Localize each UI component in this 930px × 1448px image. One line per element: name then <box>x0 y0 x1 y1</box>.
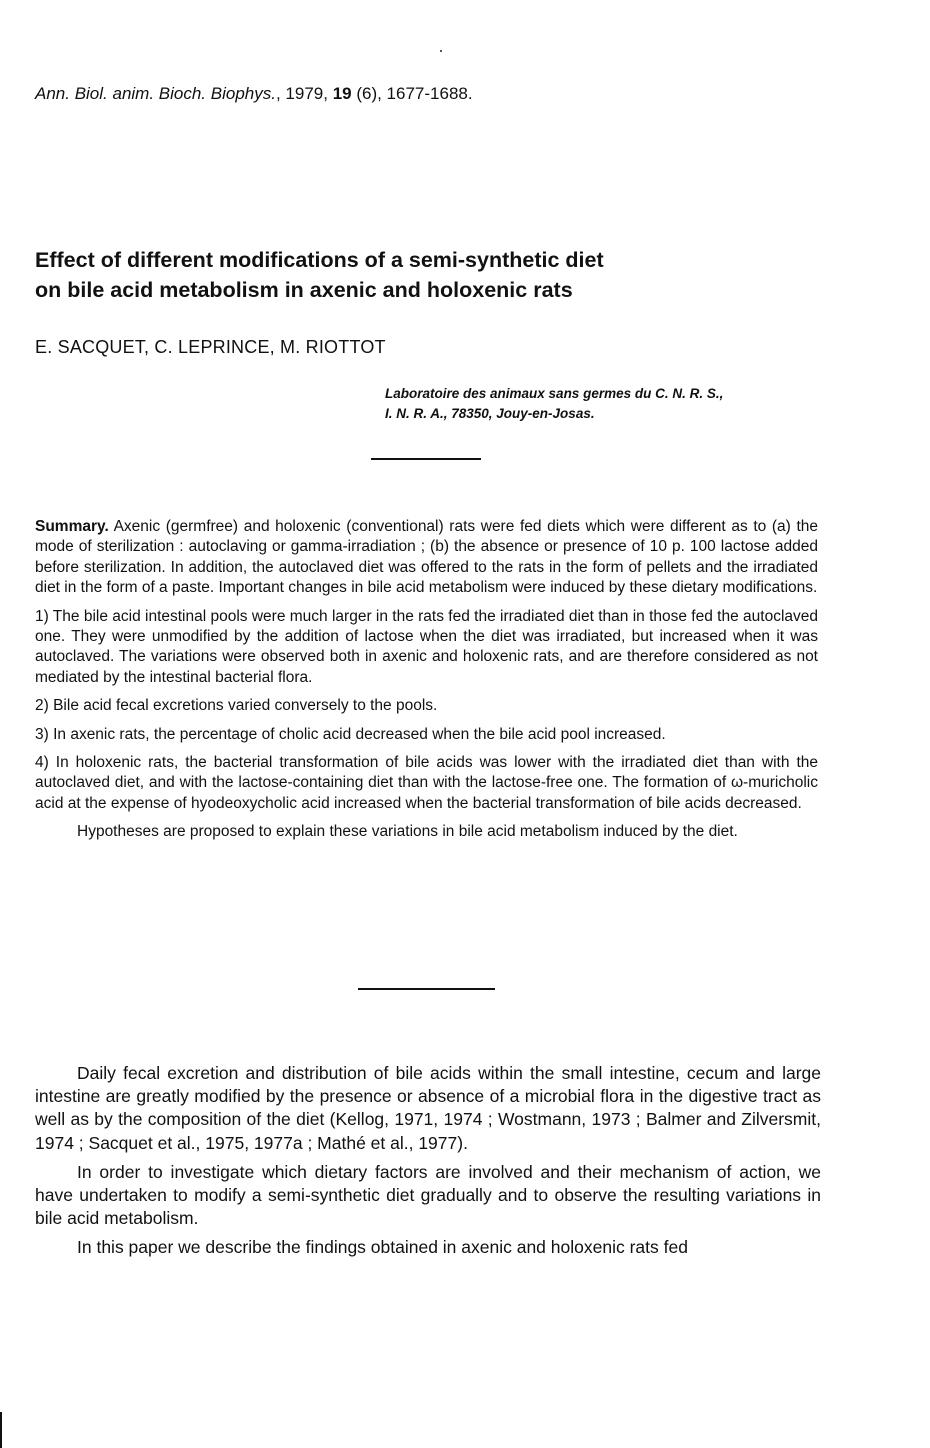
journal-volume: 19 <box>332 84 352 103</box>
body-text <box>35 1062 821 1266</box>
journal-abbrev: Ann. Biol. anim. Bioch. Biophys. <box>35 84 276 103</box>
paper-title <box>35 245 855 305</box>
summary-point-2: 2) Bile acid fecal excretions varied conversely to the pools. <box>35 697 438 715</box>
journal-year: , 1979, <box>275 84 333 103</box>
affiliation <box>385 384 723 424</box>
affiliation-line-1: Laboratoire des animaux sans germes du C. N. R. S., <box>385 386 724 401</box>
summary-section <box>35 517 818 851</box>
journal-citation <box>35 84 473 104</box>
summary-point-4: 4) In holoxenic rats, the bacterial transformation of bile acids was lower with the irradiated diet than with the autoclaved diet, and with the lactose-containing diet than with the lactose-free one. The formation of ω-muricholic acid at the expense of hyodeoxycholic acid increased when the bacterial transformation of bile acids decreased. <box>35 754 818 812</box>
separator-rule-bottom <box>358 988 495 990</box>
journal-issue-pages: (6), 1677-1688. <box>351 84 473 103</box>
summary-label: Summary. <box>35 518 109 535</box>
title-line-2: on bile acid metabolism in axenic and holoxenic rats <box>35 278 573 302</box>
summary-hypotheses: Hypotheses are proposed to explain these variations in bile acid metabolism induced by the diet. <box>77 823 738 841</box>
scan-edge-mark <box>0 1412 2 1448</box>
summary-point-1: 1) The bile acid intestinal pools were much larger in the rats fed the irradiated diet than in those fed the autoclaved one. They were unmodified by the addition of lactose when the diet was irradiated, but increased when it was autoclaved. The variations were observed both in axenic and holoxenic rats, and are therefore considered as not mediated by the intestinal bacterial flora. <box>35 607 818 686</box>
body-paragraph-2: In order to investigate which dietary factors are involved and their mechanism of action, we have undertaken to modify a semi-synthetic diet gradually and to observe the resulting variations in bile acid metabolism. <box>35 1161 821 1229</box>
scan-speck <box>440 50 442 52</box>
summary-point-3: 3) In axenic rats, the percentage of cholic acid decreased when the bile acid pool increased. <box>35 725 666 743</box>
summary-paragraph-intro <box>35 517 818 599</box>
affiliation-line-2: I. N. R. A., 78350, Jouy-en-Josas. <box>385 406 595 421</box>
separator-rule-top <box>371 458 481 460</box>
title-line-1: Effect of different modifications of a semi-synthetic diet <box>35 248 604 272</box>
body-paragraph-3: In this paper we describe the findings obtained in axenic and holoxenic rats fed <box>77 1237 688 1258</box>
authors: E. SACQUET, C. LEPRINCE, M. RIOTTOT <box>35 337 386 357</box>
body-paragraph-1: Daily fecal excretion and distribution of bile acids within the small intestine, cecum and large intestine are greatly modified by the presence or absence of a microbial flora in the digestive tract as well as by the composition of the diet (Kellog, 1971, 1974 ; Wostmann, 1973 ; Balmer and Zilversmit, 1974 ; Sacquet et al., 1975, 1977a ; Mathé et al., 1977). <box>35 1063 821 1153</box>
summary-intro-text: Axenic (germfree) and holoxenic (conventional) rats were fed diets which were different as to (a) the mode of sterilization : autoclaving or gamma-irradiation ; (b) the absence or presence of 10 p. 100 lactose added before sterilization. In addition, the autoclaved diet was offered to the rats in the form of pellets and the irradiated diet in the form of a paste. Important changes in bile acid metabolism were induced by these dietary modifications. <box>35 518 818 597</box>
